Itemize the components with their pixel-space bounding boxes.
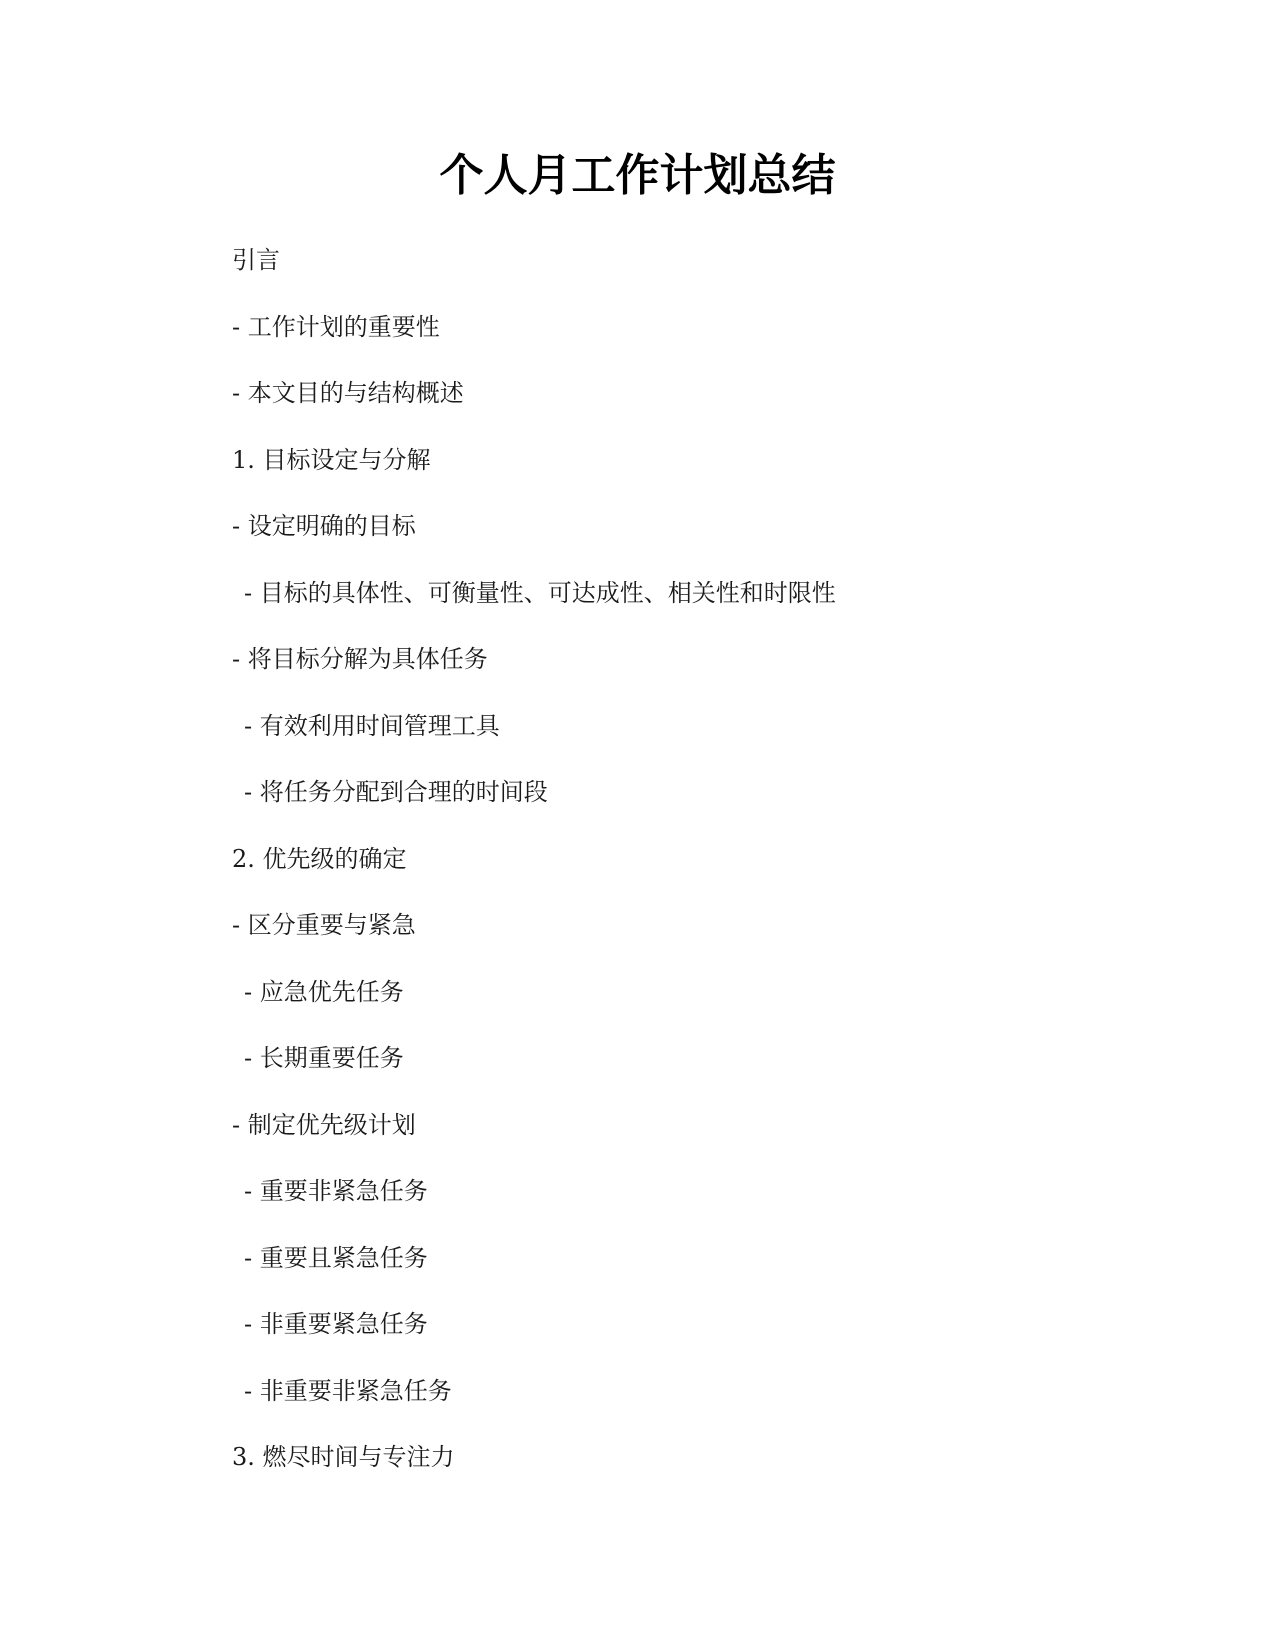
document-body [232,245,1052,1509]
list-item: - 工作计划的重要性 [232,312,440,341]
sub-list-item: - 非重要紧急任务 [244,1310,428,1338]
section-heading: 1. 目标设定与分解 [232,445,431,474]
sub-list-item: - 长期重要任务 [244,1044,404,1072]
list-item: - 本文目的与结构概述 [232,379,464,407]
sub-list-item: - 目标的具体性、可衡量性、可达成性、相关性和时限性 [244,578,836,607]
section-heading: 2. 优先级的确定 [232,844,407,873]
list-item: - 将目标分解为具体任务 [232,645,488,673]
sub-list-item: - 重要非紧急任务 [244,1177,428,1205]
line-introduction: 引言 [232,246,280,274]
sub-list-item: - 将任务分配到合理的时间段 [244,778,548,806]
document-title: 个人月工作计划总结 [439,150,836,201]
section-heading: 3. 燃尽时间与专注力 [232,1443,455,1471]
list-item: - 制定优先级计划 [232,1110,416,1139]
sub-list-item: - 重要且紧急任务 [244,1243,428,1272]
sub-list-item: - 有效利用时间管理工具 [244,711,500,740]
list-item: - 区分重要与紧急 [232,911,416,939]
list-item: - 设定明确的目标 [232,512,416,540]
sub-list-item: - 应急优先任务 [244,977,404,1006]
sub-list-item: - 非重要非紧急任务 [244,1376,452,1405]
